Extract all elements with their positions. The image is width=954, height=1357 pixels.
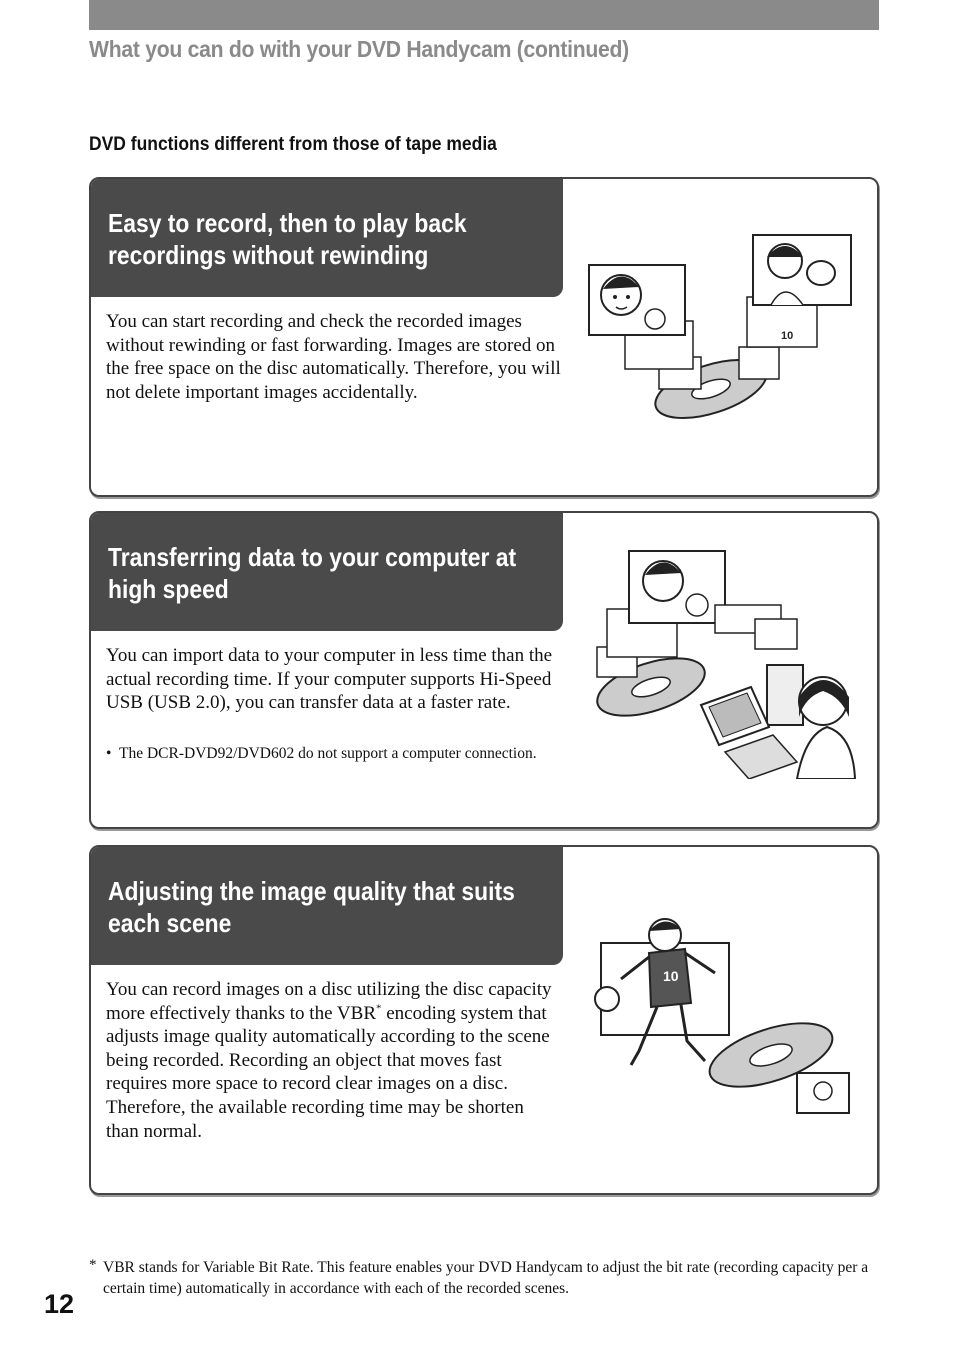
panel-title: Adjusting the image quality that suits each scene (108, 876, 515, 938)
panel-body-text: You can import data to your computer in less time than the actual recording time. If your computer supports Hi-Speed USB (USB 2.0), you can transfer data at a faster rate. (106, 645, 553, 714)
photos-flowing-onto-disc-icon (581, 229, 861, 429)
bullet-marker: • (106, 745, 112, 762)
jersey-number: 10 (663, 968, 679, 984)
section-heading: DVD functions different from those of tape media (89, 134, 497, 155)
panel-image-quality (89, 845, 879, 1195)
footnote-marker: * (376, 1002, 382, 1015)
panel-note (106, 743, 559, 764)
body-text-start: You can record images on a disc utilizing the disc capacity more effectively thanks to the VBR (106, 979, 552, 1024)
footnote-marker: * (89, 1257, 97, 1273)
panel-transfer-data (89, 511, 879, 829)
note-text: The DCR-DVD92/DVD602 do not support a computer connection. (119, 745, 537, 762)
panel-title: Transferring data to your computer at high speed (108, 542, 517, 604)
disc-to-computer-icon (591, 547, 861, 779)
soccer-player-and-disc-icon (591, 915, 861, 1120)
footnote (89, 1257, 869, 1299)
header-bar (89, 0, 879, 30)
footnote-text: VBR stands for Variable Bit Rate. This feature enables your DVD Handycam to adjust the bit rate (recording capacity per a certain time) automatically in accordance with each of the recorded scenes. (103, 1259, 869, 1297)
panel-easy-record (89, 177, 879, 497)
page-number: 12 (44, 1289, 75, 1319)
panel-header (91, 179, 563, 297)
body-text-end: encoding system that adjusts image quality automatically according to the scene being recorded. Recording an object that moves fast requires more space to record clear images on a disc. Therefore, the available recording time may be shorten than normal. (106, 1002, 550, 1142)
panel-header (91, 847, 563, 965)
panel-header (91, 513, 563, 631)
panel-title: Easy to record, then to play back recordings without rewinding (108, 208, 467, 270)
page-title: What you can do with your DVD Handycam (continued) (89, 36, 629, 62)
panel-body-text (106, 978, 561, 1143)
jersey-number: 10 (781, 330, 794, 342)
panel-body-text: You can start recording and check the recorded images without rewinding or fast forwarding. Images are stored on the free space on the disc automatically. Therefore, you will not delete important images accidentally. (106, 311, 561, 403)
